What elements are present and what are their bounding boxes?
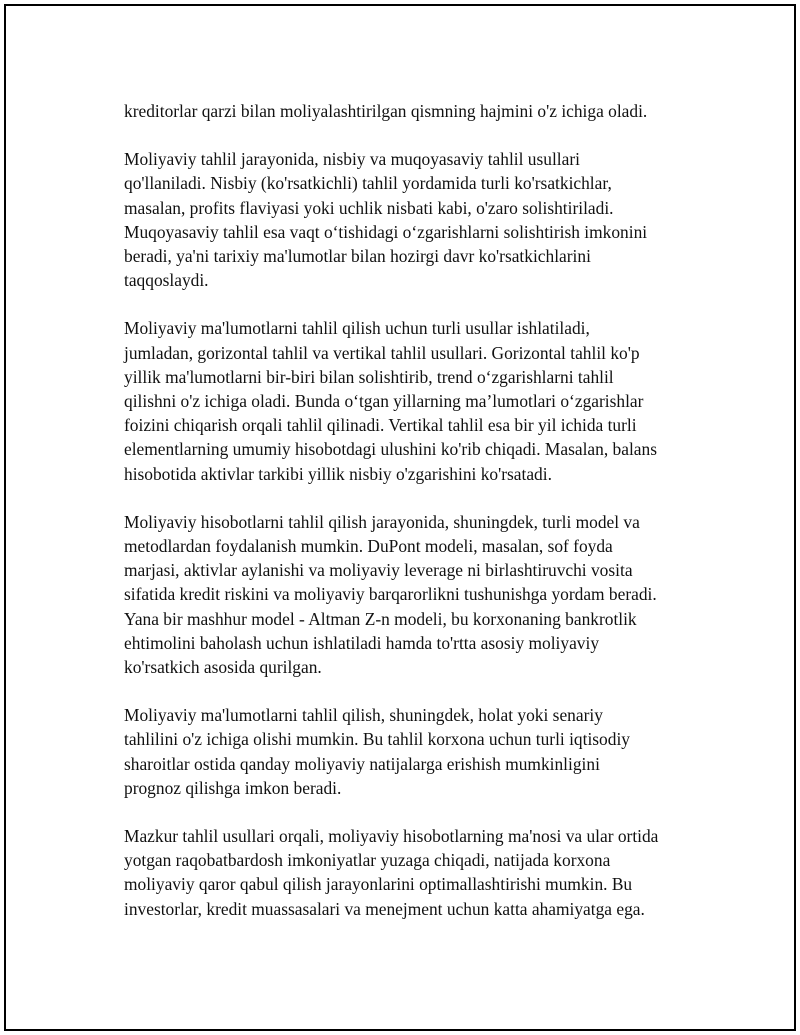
text-line: Moliyaviy ma'lumotlarni tahlil qilish uchun turli usullar ishlatiladi, [124,318,590,339]
text-line: marjasi, aktivlar aylanishi va moliyaviy leverage ni birlashtiruvchi vosita [124,560,633,581]
text-line: jumladan, gorizontal tahlil va vertikal tahlil usullari. Gorizontal tahlil ko'p [124,342,640,363]
text-line: Yana bir mashhur model - Altman Z-n modeli, bu korxonaning bankrotlik [124,608,637,629]
text-line: qilishni o'z ichiga oladi. Bunda o‘tgan yillarning ma’lumotlari o‘zgarishlar [124,391,644,412]
paragraph-2 [124,147,694,292]
paragraph-3 [124,316,694,485]
text-line: yotgan raqobatbardosh imkoniyatlar yuzaga chiqadi, natijada korxona [124,850,611,871]
document-body [124,99,694,945]
text-line: sharoitlar ostida qanday moliyaviy natijalarga erishish mumkinligini [124,753,600,774]
text-line: Moliyaviy tahlil jarayonida, nisbiy va muqoyasaviy tahlil usullari [124,149,580,170]
paragraph-1 [124,99,694,123]
text-line: sifatida kredit riskini va moliyaviy barqarorlikni tushunishga yordam beradi. [124,584,657,605]
text-line: hisobotida aktivlar tarkibi yillik nisbiy o'zgarishini ko'rsatadi. [124,463,552,484]
text-line: metodlardan foydalanish mumkin. DuPont modeli, masalan, sof foyda [124,536,613,557]
paragraph-4 [124,510,694,679]
text-line: kreditorlar qarzi bilan moliyalashtirilgan qismning hajmini o'z ichiga oladi. [124,101,648,121]
text-line: elementlarning umumiy hisobotdagi ulushini ko'rib chiqadi. Masalan, balans [124,439,657,460]
text-line: qo'llaniladi. Nisbiy (ko'rsatkichli) tahlil yordamida turli ko'rsatkichlar, [124,173,612,194]
text-line: prognoz qilishga imkon beradi. [124,777,342,798]
text-line: ko'rsatkich asosida qurilgan. [124,657,322,678]
text-line: Mazkur tahlil usullari orqali, moliyaviy hisobotlarning ma'nosi va ular ortida [124,826,659,847]
text-line: moliyaviy qaror qabul qilish jarayonlarini optimallashtirishi mumkin. Bu [124,874,633,895]
text-line: beradi, ya'ni tarixiy ma'lumotlar bilan hozirgi davr ko'rsatkichlarini [124,246,591,267]
text-line: investorlar, kredit muassasalari va menejment uchun katta ahamiyatga ega. [124,898,645,919]
text-line: yillik ma'lumotlarni bir-biri bilan solishtirib, trend o‘zgarishlarni tahlil [124,366,614,387]
page-frame [4,4,796,1031]
paragraph-6 [124,824,694,921]
paragraph-5 [124,703,694,800]
text-line: ehtimolini baholash uchun ishlatiladi hamda to'rtta asosiy moliyaviy [124,632,600,653]
text-line: foizini chiqarish orqali tahlil qilinadi. Vertikal tahlil esa bir yil ichida turli [124,415,637,436]
text-line: tahlilini o'z ichiga olishi mumkin. Bu tahlil korxona uchun turli iqtisodiy [124,729,630,750]
text-line: masalan, profits flaviyasi yoki uchlik nisbati kabi, o'zaro solishtiriladi. [124,197,614,218]
text-line: Moliyaviy hisobotlarni tahlil qilish jarayonida, shuningdek, turli model va [124,511,640,532]
text-line: Moliyaviy ma'lumotlarni tahlil qilish, shuningdek, holat yoki senariy [124,705,603,726]
text-line: Muqoyasaviy tahlil esa vaqt o‘tishidagi o‘zgarishlarni solishtirish imkonini [124,221,648,242]
text-line: taqqoslaydi. [124,270,209,291]
